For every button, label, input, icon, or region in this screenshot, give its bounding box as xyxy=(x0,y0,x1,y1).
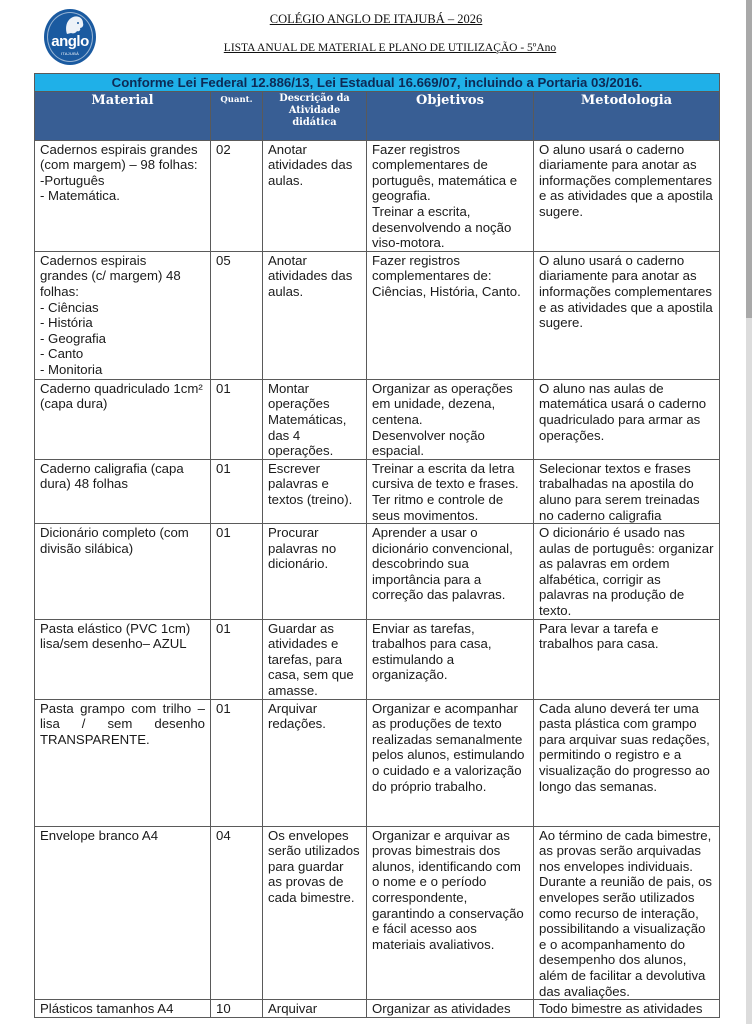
cell-metodologia: O dicionário é usado nas aulas de português: organizar as palavras em ordem alfabética, corrigir as palavras na produção de texto. xyxy=(534,524,720,620)
cell-quant: 01 xyxy=(211,459,263,523)
cell-objetivos: Organizar e acompanhar as produções de texto realizadas semanalmente pelos alunos, estimulando o cuidado e a valorização do próprio trabalho. xyxy=(367,699,534,826)
cell-objetivos: Enviar as tarefas, trabalhos para casa, estimulando a organização. xyxy=(367,619,534,699)
cell-material: Envelope branco A4 xyxy=(35,826,211,1000)
table-row xyxy=(35,379,720,459)
table-row xyxy=(35,251,720,379)
table-row xyxy=(35,699,720,826)
material-table xyxy=(34,73,720,1018)
cell-objetivos: Organizar as operações em unidade, dezena, centena. Desenvolver noção espacial. xyxy=(367,379,534,459)
cell-metodologia: O aluno nas aulas de matemática usará o caderno quadriculado para armar as operações. xyxy=(534,379,720,459)
cell-metodologia: O aluno usará o caderno diariamente para anotar as informações complementares e as atividades que a apostila sugere. xyxy=(534,140,720,251)
column-header-objetivos: Objetivos xyxy=(367,91,534,140)
legal-banner-row xyxy=(35,74,720,92)
cell-material: Pasta elástico (PVC 1cm) lisa/sem desenho– AZUL xyxy=(35,619,211,699)
legal-banner: Conforme Lei Federal 12.886/13, Lei Estadual 16.669/07, incluindo a Portaria 03/2016. xyxy=(35,74,720,92)
page-title: COLÉGIO ANGLO DE ITAJUBÁ – 2026 xyxy=(269,12,483,26)
cell-material: Dicionário completo (com divisão silábica) xyxy=(35,524,211,620)
logo-city-text: ITAJUBÁ xyxy=(60,50,80,56)
table-row xyxy=(35,459,720,523)
cell-metodologia: Para levar a tarefa e trabalhos para casa. xyxy=(534,619,720,699)
cell-descricao: Guardar as atividades e tarefas, para casa, sem que amasse. xyxy=(263,619,367,699)
cell-descricao: Anotar atividades das aulas. xyxy=(263,251,367,379)
cell-descricao: Os envelopes serão utilizados para guardar as provas de cada bimestre. xyxy=(263,826,367,1000)
table-row xyxy=(35,140,720,251)
cell-objetivos: Fazer registros complementares de português, matemática e geografia. Treinar a escrita, desenvolvendo a noção viso-motora. xyxy=(367,140,534,251)
cell-quant: 02 xyxy=(211,140,263,251)
cell-material: Caderno caligrafia (capa dura) 48 folhas xyxy=(35,459,211,523)
cell-descricao: Arquivar redações. xyxy=(263,699,367,826)
cell-quant: 10 xyxy=(211,1000,263,1018)
cell-material: Cadernos espirais grandes (c/ margem) 48 folhas: - Ciências - História - Geografia - Canto - Monitoria xyxy=(35,251,211,379)
cell-metodologia: O aluno usará o caderno diariamente para anotar as informações complementares e as atividades que a apostila sugere. xyxy=(534,251,720,379)
cell-quant: 01 xyxy=(211,524,263,620)
cell-descricao: Arquivar xyxy=(263,1000,367,1018)
column-header-descricao: Descrição da Atividade didática xyxy=(263,91,367,140)
cell-descricao: Montar operações Matemáticas, das 4 operações. xyxy=(263,379,367,459)
cell-descricao: Anotar atividades das aulas. xyxy=(263,140,367,251)
column-header-quant: Quant. xyxy=(211,91,263,140)
column-header-metodologia: Metodologia xyxy=(534,91,720,140)
scrollbar-thumb[interactable] xyxy=(746,0,752,318)
cell-quant: 01 xyxy=(211,619,263,699)
column-header-material: Material xyxy=(35,91,211,140)
cell-material: Pasta grampo com trilho – lisa / sem desenho TRANSPARENTE. xyxy=(35,699,211,826)
cell-descricao: Procurar palavras no dicionário. xyxy=(263,524,367,620)
cell-objetivos: Organizar as atividades xyxy=(367,1000,534,1018)
table-row xyxy=(35,619,720,699)
cell-quant: 01 xyxy=(211,699,263,826)
cell-metodologia: Selecionar textos e frases trabalhadas na apostila do aluno para serem treinadas no caderno caligrafia xyxy=(534,459,720,523)
cell-metodologia: Ao término de cada bimestre, as provas serão arquivadas nos envelopes individuais. Durante a reunião de pais, os envelopes serão utilizados como recurso de interação, possibilitando a visualização e o acompanhamento do desempenho dos alunos, além de facilitar a devolutiva das avaliações. xyxy=(534,826,720,1000)
page-subtitle: LISTA ANUAL DE MATERIAL E PLANO DE UTILIZAÇÃO - 5ºAno xyxy=(223,42,557,54)
cell-metodologia: Todo bimestre as atividades xyxy=(534,1000,720,1018)
logo-brand-text: anglo xyxy=(51,32,89,50)
table-header-row xyxy=(35,91,720,140)
cell-metodologia: Cada aluno deverá ter uma pasta plástica com grampo para arquivar suas redações, permitindo o registro e a visualização do progresso ao longo das semanas. xyxy=(534,699,720,826)
cell-objetivos: Organizar e arquivar as provas bimestrais dos alunos, identificando com o nome e o período correspondente, garantindo a conservação e fácil acesso aos materiais avaliativos. xyxy=(367,826,534,1000)
cell-material: Plásticos tamanhos A4 xyxy=(35,1000,211,1018)
cell-descricao: Escrever palavras e textos (treino). xyxy=(263,459,367,523)
cell-quant: 05 xyxy=(211,251,263,379)
cell-quant: 04 xyxy=(211,826,263,1000)
cell-objetivos: Fazer registros complementares de: Ciências, História, Canto. xyxy=(367,251,534,379)
table-row xyxy=(35,1000,720,1018)
cell-quant: 01 xyxy=(211,379,263,459)
cell-objetivos: Treinar a escrita da letra cursiva de texto e frases. Ter ritmo e controle de seus movimentos. xyxy=(367,459,534,523)
cell-material: Caderno quadriculado 1cm² (capa dura) xyxy=(35,379,211,459)
cell-objetivos: Aprender a usar o dicionário convencional, descobrindo sua importância para a correção das palavras. xyxy=(367,524,534,620)
cell-material: Cadernos espirais grandes (com margem) – 98 folhas: -Português - Matemática. xyxy=(35,140,211,251)
table-row xyxy=(35,524,720,620)
table-row xyxy=(35,826,720,1000)
